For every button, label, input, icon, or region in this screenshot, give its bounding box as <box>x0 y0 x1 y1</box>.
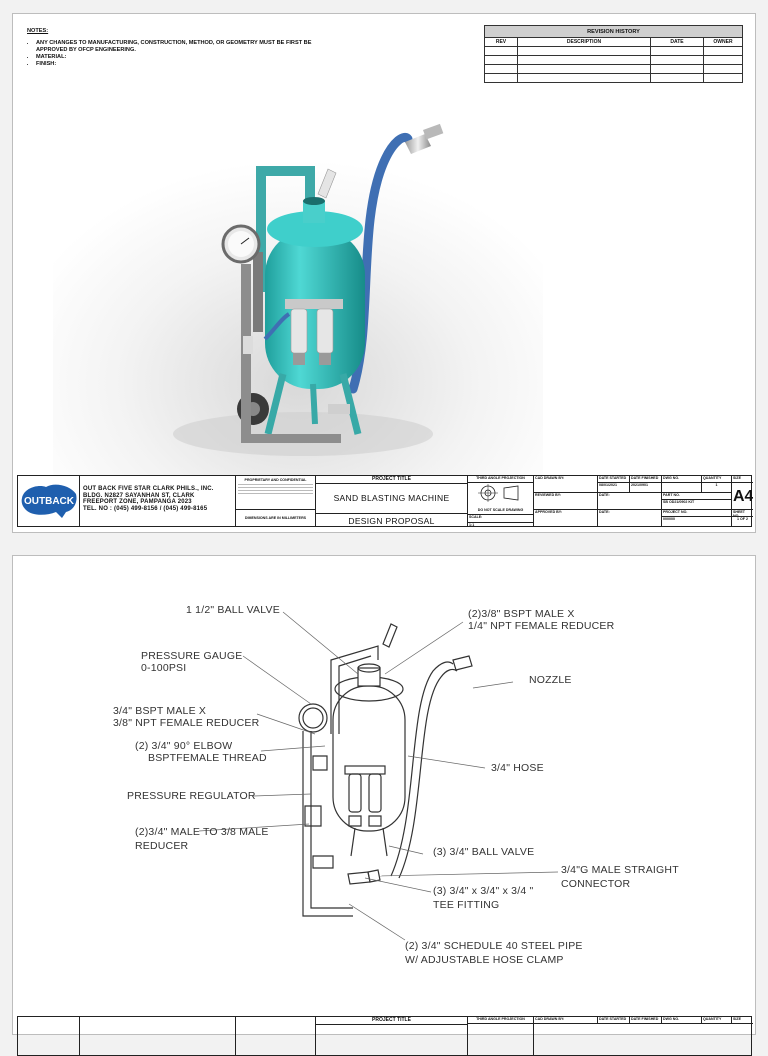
design-proposal: DESIGN PROPOSAL <box>348 516 435 526</box>
third-angle-label: THIRD ANGLE PROJECTION <box>468 1017 533 1024</box>
project-title: SAND BLASTING MACHINE <box>316 484 467 514</box>
rev-header: REV <box>485 38 518 47</box>
callout-male-reducer-line1: (2)3/4" MALE TO 3/8 MALE <box>135 826 269 838</box>
callout-nozzle: NOZZLE <box>529 674 572 686</box>
company-logo <box>18 476 80 526</box>
dimensions-note: DIMENSIONS ARE IN MILLIMETERS <box>244 516 307 520</box>
sheet-no-label: SHEET NO. <box>732 510 753 517</box>
title-block <box>17 475 752 527</box>
project-no-label: PROJECT NO. <box>662 510 732 517</box>
date-finished-label: DATE FINISHED <box>630 476 662 483</box>
third-angle-label: THIRD ANGLE PROJECTION <box>468 476 533 483</box>
notes-title: NOTES: <box>27 28 49 34</box>
size-label: SIZE <box>732 1017 753 1024</box>
callout-pressure-gauge-line2: 0-100PSI <box>141 662 187 674</box>
drawing-sheet-1 <box>12 13 756 533</box>
quantity-label: QUANTITY <box>702 1017 732 1024</box>
owner-header: OWNER <box>704 38 743 47</box>
scale-label: SCALE: <box>468 515 533 523</box>
dwg-no-label: DWG NO. <box>662 476 702 483</box>
approve-date-label: DATE: <box>598 510 662 527</box>
callout-bspt-reducer-line2: 3/8" NPT FEMALE REDUCER <box>113 717 260 729</box>
date-header: DATE <box>651 38 704 47</box>
revision-title: REVISION HISTORY <box>485 26 743 38</box>
project-title-label: PROJECT TITLE <box>316 476 467 484</box>
review-date-label: DATE: <box>598 493 662 510</box>
quantity-label: QUANTITY <box>702 476 732 483</box>
callout-bspt-reducer-line1: 3/4" BSPT MALE X <box>113 705 207 717</box>
title-block-2 <box>17 1016 752 1056</box>
third-angle-projection-icon <box>468 483 532 503</box>
table-row <box>485 65 743 74</box>
sheet-size: A4 <box>732 483 753 510</box>
proprietary-block <box>236 476 316 526</box>
callout-reducer-top-line2: 1/4" NPT FEMALE REDUCER <box>468 620 615 632</box>
company-address-2: FREEPORT ZONE, PAMPANGA 2023 <box>83 499 192 506</box>
scale-value: 1:1 <box>469 523 475 527</box>
callout-tee-line2: TEE FITTING <box>433 899 500 911</box>
callout-ball-valve-top: 1 1/2" BALL VALVE <box>186 604 280 616</box>
date-started-value: 08/01/2021 <box>598 483 630 493</box>
table-row <box>485 47 743 56</box>
part-no-label: PART NO. <box>662 493 732 500</box>
callout-elbow-line1: (2) 3/4" 90° ELBOW <box>135 740 233 752</box>
note-item: • FINISH: <box>36 61 327 68</box>
callout-steel-pipe-line2: W/ ADJUSTABLE HOSE CLAMP <box>405 954 564 966</box>
dwg-no-label: DWG NO. <box>662 1017 702 1024</box>
callout-ball-valve-3: (3) 3/4" BALL VALVE <box>433 846 535 858</box>
machine-render-image <box>53 104 543 476</box>
drawing-info-grid <box>534 476 753 526</box>
notes-block <box>27 28 327 68</box>
callout-pressure-gauge-line1: PRESSURE GAUGE <box>141 650 243 662</box>
size-label: SIZE <box>732 476 753 483</box>
project-no-value: 000000 <box>662 517 732 527</box>
callout-pressure-regulator: PRESSURE REGULATOR <box>127 790 256 802</box>
do-not-scale: DO NOT SCALE DRAWING <box>468 508 533 515</box>
callout-connector-line2: CONNECTOR <box>561 878 631 890</box>
part-no-value: SB OD21/0902 KIT <box>662 500 732 510</box>
project-block <box>316 476 468 526</box>
cad-drawn-by-label: CAD DRAWN BY: <box>535 476 565 480</box>
date-finished-label: DATE FINISHED <box>630 1017 662 1024</box>
company-info <box>80 476 236 526</box>
drawing-sheet-2 <box>12 555 756 1035</box>
callout-elbow-line2: BSPTFEMALE THREAD <box>148 752 267 764</box>
note-item: • ANY CHANGES TO MANUFACTURING, CONSTRUCTION, METHOD, OR GEOMETRY MUST BE FIRST BE APPROVED BY OFCP ENGINEERING. <box>36 40 327 54</box>
company-name: OUT BACK FIVE STAR CLARK PHILS., INC. <box>83 486 214 492</box>
projection-block <box>468 476 534 526</box>
cad-drawn-by-label: CAD DRAWN BY: <box>534 1017 598 1024</box>
date-started-label: DATE STARTED <box>598 476 630 483</box>
project-title-label: PROJECT TITLE <box>316 1017 467 1025</box>
table-row <box>485 56 743 65</box>
approved-by-label: APPROVED BY: <box>534 510 598 527</box>
company-phone: TEL. NO : (045) 499-8156 / (045) 499-8165 <box>83 505 208 512</box>
callout-hose: 3/4" HOSE <box>491 762 544 774</box>
date-started-label: DATE STARTED <box>598 1017 630 1024</box>
date-finished-value: 2021/0901 <box>630 483 662 493</box>
exploded-callout-drawing <box>13 556 755 1016</box>
reviewed-by-label: REVIEWED BY: <box>534 493 598 510</box>
quantity-value: 1 <box>702 483 732 493</box>
table-row <box>485 74 743 83</box>
sheet-no-value: 1 OF 2 <box>737 517 748 521</box>
callout-connector-line1: 3/4"G MALE STRAIGHT <box>561 864 679 876</box>
callout-steel-pipe-line1: (2) 3/4" SCHEDULE 40 STEEL PIPE <box>405 940 583 952</box>
revision-history-table <box>484 25 743 83</box>
proprietary-title: PROPRIETARY AND CONFIDENTIAL <box>244 478 307 482</box>
callout-male-reducer-line2: REDUCER <box>135 840 189 852</box>
note-item: • MATERIAL: <box>36 54 327 61</box>
logo-text: OUTBACK <box>24 496 74 507</box>
callout-tee-line1: (3) 3/4" x 3/4" x 3/4 " <box>433 885 534 897</box>
description-header: DESCRIPTION <box>518 38 651 47</box>
company-address-1: BLDG. N2827 SAYANHAN ST, CLARK <box>83 492 195 499</box>
callout-reducer-top-line1: (2)3/8" BSPT MALE X <box>468 608 575 620</box>
